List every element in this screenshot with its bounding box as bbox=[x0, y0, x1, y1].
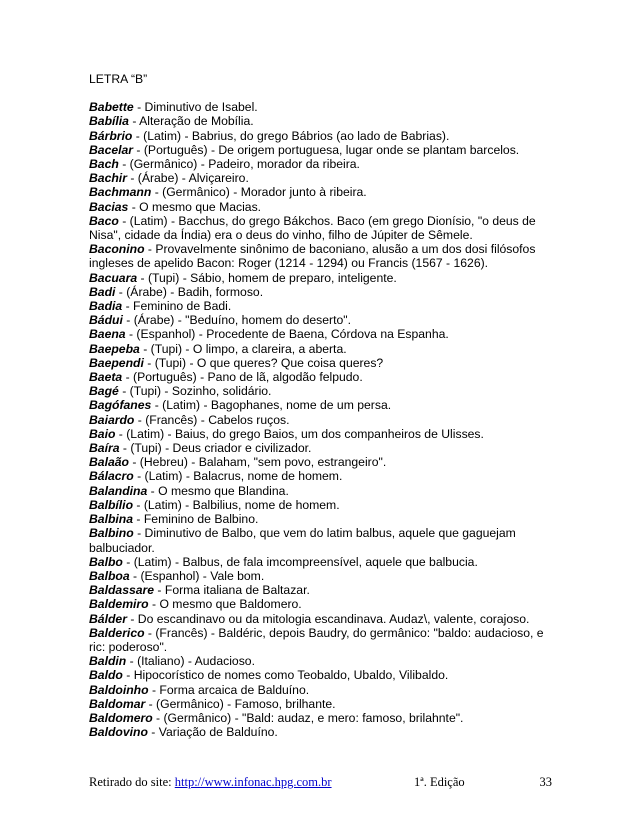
entry-definition: - (Latim) - Babrius, do grego Bábrios (ao lado de Babrias). bbox=[132, 128, 450, 143]
entry-definition: - Do escandinavo ou da mitologia escandinava. Audaz\, valente, corajoso. bbox=[126, 611, 530, 626]
entry bbox=[89, 697, 557, 711]
entry-name: Baíra bbox=[89, 441, 120, 456]
entry-definition: - Diminutivo de Balbo, que vem do latim balbus, aquele que gaguejam balbuciador. bbox=[89, 526, 516, 555]
entry-definition: - O mesmo que Baldomero. bbox=[148, 597, 302, 612]
entry-definition: - (Latim) - Balbilius, nome de homem. bbox=[133, 497, 340, 512]
entry bbox=[89, 342, 557, 356]
entry bbox=[89, 200, 557, 214]
entry-definition: - (Germânico) - Morador junto à ribeira. bbox=[151, 185, 367, 200]
entry-name: Baldo bbox=[89, 668, 123, 683]
entry-definition: - (Germânico) - Famoso, brilhante. bbox=[145, 696, 336, 711]
entry bbox=[89, 612, 557, 626]
entry-definition: - Feminino de Balbino. bbox=[133, 512, 259, 527]
entry-definition: - (Tupi) - O que queres? Que coisa queres? bbox=[143, 355, 384, 370]
entry-definition: - (Latim) - Bacchus, do grego Bákchos. Baco (em grego Dionísio, "o deus de Nisa", cidade da Índia) era o deus do vinho, filho de Júpiter de Sêmele. bbox=[89, 213, 536, 243]
entry-name: Bagé bbox=[89, 384, 119, 399]
entry bbox=[89, 214, 557, 242]
entry-definition: - (Espanhol) - Procedente de Baena, Córdova na Espanha. bbox=[125, 327, 449, 342]
entry bbox=[89, 668, 557, 682]
entry-name: Balbino bbox=[89, 526, 134, 541]
entry bbox=[89, 526, 557, 554]
entry bbox=[89, 597, 557, 611]
entry-definition: - (Latim) - Balacrus, nome de homem. bbox=[133, 469, 343, 484]
entry-definition: - (Latim) - Balbus, de fala imcompreensível, aquele que balbucia. bbox=[122, 554, 478, 569]
entry-name: Bagófanes bbox=[89, 398, 152, 413]
entry-definition: - Forma italiana de Baltazar. bbox=[154, 583, 310, 598]
entry-definition: - (Latim) - Bagophanes, nome de um persa. bbox=[151, 398, 392, 413]
entry bbox=[89, 455, 557, 469]
entry bbox=[89, 143, 557, 157]
entry bbox=[89, 725, 557, 739]
entry bbox=[89, 555, 557, 569]
entry-name: Baependi bbox=[89, 355, 144, 370]
entry-definition: - (Árabe) - Badih, formoso. bbox=[115, 284, 264, 299]
entry-name: Balbílio bbox=[89, 497, 134, 512]
entry-definition: - (Espanhol) - Vale bom. bbox=[129, 568, 265, 583]
entry-name: Baiardo bbox=[89, 412, 135, 427]
entry-name: Balbo bbox=[89, 554, 123, 569]
entry-definition: - Provavelmente sinônimo de baconiano, alusão a um dos dosi filósofos ingleses de apelido Bacon: Roger (1214 - 1294) ou Francis (1567 - 1626). bbox=[89, 242, 536, 271]
entry bbox=[89, 654, 557, 668]
entry-definition: - O mesmo que Blandina. bbox=[147, 483, 289, 498]
entry bbox=[89, 427, 557, 441]
entry bbox=[89, 299, 557, 313]
entry bbox=[89, 327, 557, 341]
entry bbox=[89, 711, 557, 725]
entry bbox=[89, 271, 557, 285]
entry bbox=[89, 100, 557, 114]
entry-name: Balandina bbox=[89, 483, 148, 498]
entry bbox=[89, 157, 557, 171]
entry-name: Balderico bbox=[89, 625, 145, 640]
entry-name: Baio bbox=[89, 426, 116, 441]
entry-definition: - O mesmo que Macias. bbox=[128, 199, 262, 214]
entry-definition: - (Germânico) - Padeiro, morador da ribeira. bbox=[118, 157, 360, 172]
entry-name: Balboa bbox=[89, 568, 130, 583]
entry bbox=[89, 356, 557, 370]
entry-name: Baldomar bbox=[89, 696, 146, 711]
section-heading: LETRA “B” bbox=[89, 72, 148, 86]
entry-definition: - Feminino de Badi. bbox=[122, 299, 232, 314]
entry-name: Bachmann bbox=[89, 185, 152, 200]
entry-name: Baldemiro bbox=[89, 597, 149, 612]
entry bbox=[89, 469, 557, 483]
entry bbox=[89, 683, 557, 697]
entry-name: Bárbrio bbox=[89, 128, 133, 143]
entry-definition: - (Germânico) - "Bald: audaz, e mero: famoso, brilahnte". bbox=[152, 710, 464, 725]
footer-source bbox=[89, 775, 332, 790]
footer-edition: 1ª. Edição bbox=[414, 775, 465, 789]
entry bbox=[89, 313, 557, 327]
entry-definition: - (Tupi) - Sábio, homem de preparo, inteligente. bbox=[137, 270, 397, 285]
entry bbox=[89, 512, 557, 526]
entry-name: Bálacro bbox=[89, 469, 134, 484]
entry-name: Bálder bbox=[89, 611, 127, 626]
footer-source-link[interactable]: http://www.infonac.hpg.com.br bbox=[174, 775, 332, 789]
entry-name: Bacelar bbox=[89, 142, 134, 157]
entry-definition: - Diminutivo de Isabel. bbox=[133, 100, 258, 115]
entry-name: Baldomero bbox=[89, 710, 153, 725]
entry-definition: - (Italiano) - Audacioso. bbox=[126, 654, 255, 669]
entry-name: Baco bbox=[89, 213, 119, 228]
entry bbox=[89, 441, 557, 455]
entry bbox=[89, 370, 557, 384]
entry-name: Baeta bbox=[89, 370, 123, 385]
page-number: 33 bbox=[539, 775, 552, 789]
entry-name: Babette bbox=[89, 100, 134, 115]
entry-definition: - Variação de Balduíno. bbox=[147, 725, 278, 740]
entry-name: Badia bbox=[89, 299, 123, 314]
entry-name: Bacuara bbox=[89, 270, 138, 285]
entry-name: Babília bbox=[89, 114, 129, 129]
entry-definition: - (Árabe) - Alviçareiro. bbox=[126, 171, 249, 186]
page-footer bbox=[89, 775, 557, 791]
entry-name: Baldovino bbox=[89, 725, 148, 740]
entry-definition: - (Latim) - Baius, do grego Baios, um dos companheiros de Ulisses. bbox=[115, 426, 484, 441]
entry bbox=[89, 384, 557, 398]
entry-list bbox=[89, 100, 557, 739]
entry-name: Bádui bbox=[89, 313, 123, 328]
entry-name: Bacias bbox=[89, 199, 129, 214]
entry-definition: - (Árabe) - "Beduíno, homem do deserto". bbox=[122, 313, 351, 328]
footer-source-prefix: Retirado do site: bbox=[89, 775, 175, 789]
entry bbox=[89, 171, 557, 185]
entry-name: Balbina bbox=[89, 512, 134, 527]
entry bbox=[89, 114, 557, 128]
entry-definition: - (Tupi) - Sozinho, solidário. bbox=[118, 384, 272, 399]
entry-definition: - (Tupi) - O limpo, a clareira, a aberta. bbox=[139, 341, 347, 356]
entry-definition: - (Francês) - Cabelos ruços. bbox=[134, 412, 290, 427]
entry bbox=[89, 398, 557, 412]
entry-name: Badi bbox=[89, 284, 116, 299]
entry bbox=[89, 498, 557, 512]
entry bbox=[89, 484, 557, 498]
entry-definition: - (Português) - Pano de lã, algodão felpudo. bbox=[122, 370, 363, 385]
entry-name: Baepeba bbox=[89, 341, 140, 356]
entry-definition: - (Francês) - Baldéric, depois Baudry, do germânico: "baldo: audacioso, e ric: poderoso". bbox=[89, 625, 544, 654]
entry-name: Baconino bbox=[89, 242, 145, 257]
entry bbox=[89, 129, 557, 143]
entry bbox=[89, 285, 557, 299]
entry-definition: - (Hebreu) - Balaham, "sem povo, estrangeiro". bbox=[128, 455, 387, 470]
entry bbox=[89, 185, 557, 199]
entry bbox=[89, 413, 557, 427]
entry bbox=[89, 626, 557, 654]
entry-definition: - Hipocorístico de nomes como Teobaldo, Ubaldo, Vilibaldo. bbox=[122, 668, 449, 683]
entry bbox=[89, 242, 557, 270]
entry-definition: - Forma arcaica de Balduíno. bbox=[148, 682, 310, 697]
entry bbox=[89, 583, 557, 597]
entry-definition: - (Português) - De origem portuguesa, lugar onde se plantam barcelos. bbox=[133, 142, 520, 157]
entry-name: Baena bbox=[89, 327, 126, 342]
entry-name: Baldoinho bbox=[89, 682, 149, 697]
entry-name: Baldin bbox=[89, 654, 127, 669]
entry-name: Bachir bbox=[89, 171, 127, 186]
entry-definition: - (Tupi) - Deus criador e civilizador. bbox=[119, 441, 312, 456]
entry-definition: - Alteração de Mobília. bbox=[128, 114, 254, 129]
document-body bbox=[89, 72, 557, 739]
entry-name: Bach bbox=[89, 157, 119, 172]
entry bbox=[89, 569, 557, 583]
entry-name: Baldassare bbox=[89, 583, 155, 598]
entry-name: Balaão bbox=[89, 455, 129, 470]
